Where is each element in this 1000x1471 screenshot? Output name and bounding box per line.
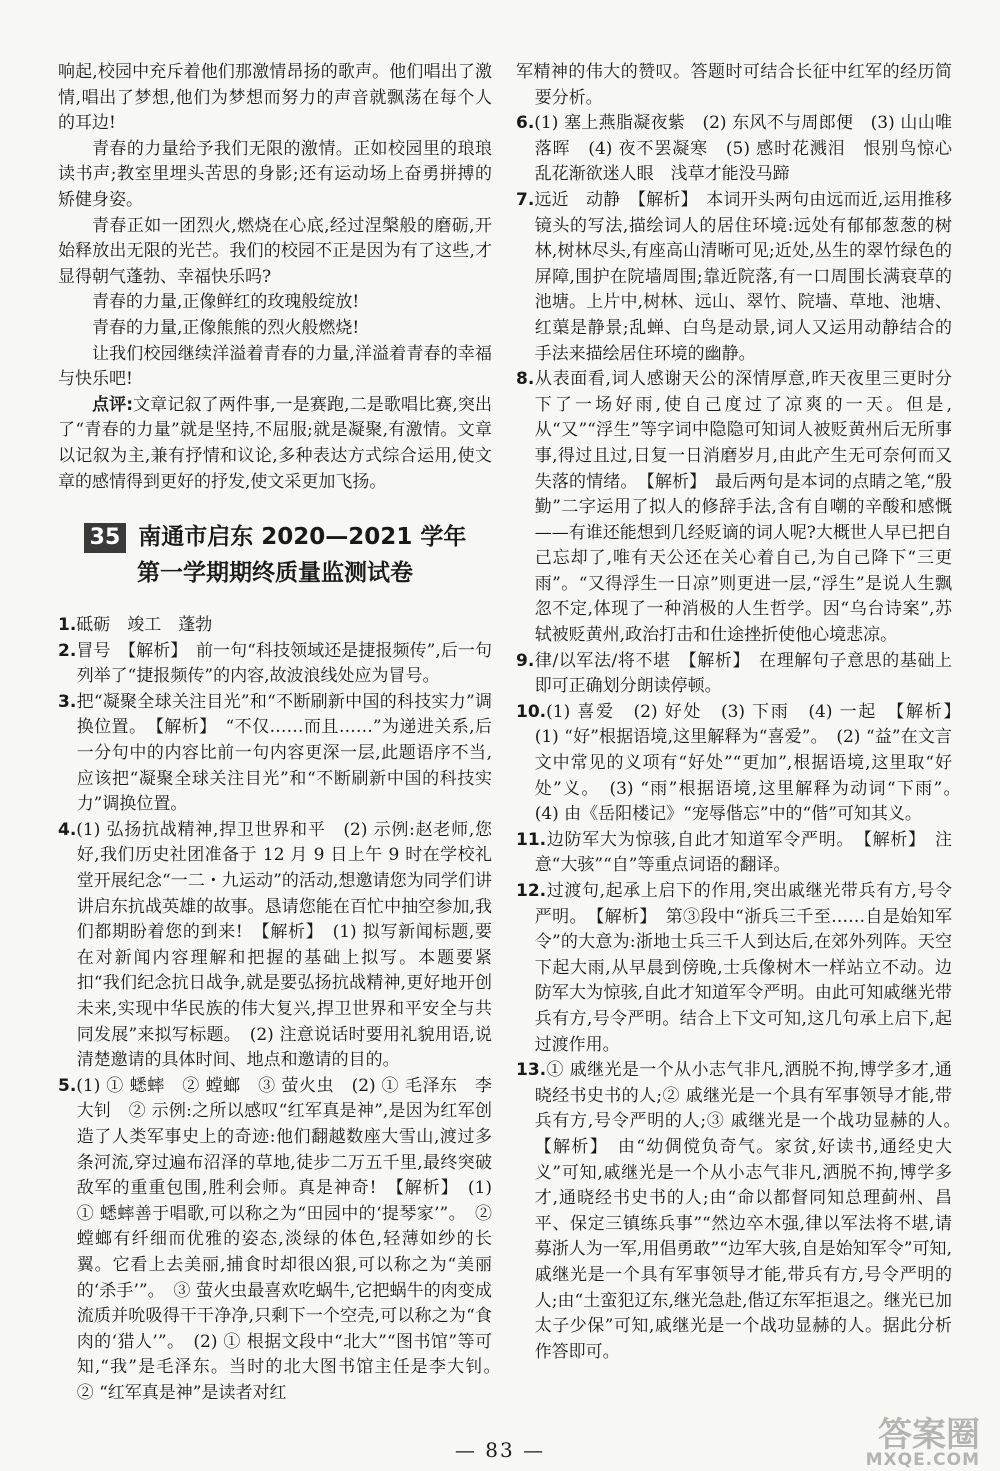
section-number: 35 — [84, 523, 127, 553]
answer-item: 7.远近 动静 【解析】 本词开头两句由远而近,运用推移镜头的写法,描绘词人的居住环境:远处有郁郁葱葱的树林,树林尽头,有座高山清晰可见;近处,丛生的翠竹绿色的屏障,围护在院墙周围;靠近院落,有一口周围长满衰草的池塘。上片中,树林、远山、翠竹、院墙、草地、池塘、红蕖是静景;乱蝉、白鸟是动景,词人又运用动静结合的手法来描绘居住环境的幽静。 — [516, 189, 952, 364]
comment-text: 文章记叙了两件事,一是赛跑,二是歌唱比赛,突出了“青春的力量”就是坚持,不屈服;就是凝聚,有激情。文章以记叙为主,兼有抒情和议论,多种表达方式综合运用,使文章的感情得到更好的抒发,使文采更加飞扬。 — [58, 394, 492, 492]
section-title-line2: 第一学期期终质量监测试卷 — [137, 560, 413, 587]
essay-paragraph: 响起,校园中充斥着他们那激情昂扬的歌声。他们唱出了激情,唱出了梦想,他们为梦想而努力的声音就飘荡在每个人的耳边! — [58, 62, 492, 134]
section-heading — [58, 519, 492, 591]
answer-item: 6.(1) 塞上燕脂凝夜紫 (2) 东风不与周郎便 (3) 山山唯落晖 (4) 夜不罢凝寒 (5) 感时花溅泪 恨别鸟惊心 乱花渐欲迷人眼 浅草才能没马蹄 — [516, 113, 969, 185]
page-number: — 83 — — [454, 1438, 546, 1462]
essay-paragraph: 青春的力量,正像熊熊的烈火般燃烧! — [92, 317, 360, 338]
site-watermark-logo — [865, 1415, 980, 1470]
answer-item: 10.(1) 喜爱 (2) 好处 (3) 下雨 (4) 一起 【解析】 (1) “好”根据语境,这里解释为“喜爱”。 (2) “益”在文言文中常见的义项有“好处”“更加”,根据语境,这里取“好处”义。 (3) “雨”根据语境,这里解释为动词“下雨”。 (4) 由《岳阳楼记》“宠辱偕忘”中的“偕”可知其义。 — [516, 701, 969, 825]
answer-item: 9.律/以军法/将不堪 【解析】 在理解句子意思的基础上即可正确划分朗读停顿。 — [516, 650, 952, 697]
section-title-line1: 南通市启东 2020—2021 学年 — [138, 524, 467, 551]
answer-item: 4.(1) 弘扬抗战精神,捍卫世界和平 (2) 示例:赵老师,您好,我们历史社团准备于 12 月 9 日上午 9 时在学校礼堂开展纪念“一二・九运动”的活动,想邀请您为同学们讲讲启东抗战英雄的故事。恳请您能在百忙中抽空参加,我们都期盼着您的到来! 【解析】 (1) 拟写新闻标题,要在对新闻内容理解和把握的基础上拟写。本题要紧扣“我们纪念抗日战争,就是要弘扬抗战精神,更好地开创未来,实现中华民族的伟大复兴,捍卫世界和平安全与共同发展”来拟写标题。 (2) 注意说话时要用礼貌用语,说清楚邀请的具体时间、地点和邀请的目的。 — [58, 819, 492, 1071]
answer-item: 13.① 戚继光是一个从小志气非凡,洒脱不拘,博学多才,通晓经书史书的人;② 戚继光是一个具有军事领导才能,带兵有方,号令严明的人;③ 戚继光是一个战功显赫的人。 【解析】 由“幼倜傥负奇气。家贫,好读书,通经史大义”可知,戚继光是一个从小志气非凡,洒脱不拘,博学多才,通晓经书史书的人;由“命以都督同知总理蓟州、昌平、保定三镇练兵事”“然边卒木强,律以军法将不堪,请募浙人为一军,用倡勇敢”“边军大骇,自是始知军令”可知,戚继光是一个具有军事领导才能,带兵有方,号令严明的人;由“土蛮犯辽东,继光急赴,偕辽东军拒退之。继光已加太子少保”可知,戚继光是一个战功显赫的人。据此分析作答即可。 — [516, 1060, 969, 1362]
essay-paragraph: 青春的力量给予我们无限的激情。正如校园里的琅琅读书声;教室里埋头苦思的身影;还有运动场上奋勇拼搏的矫健身姿。 — [58, 138, 492, 210]
answer-item: 1.砥砺 竣工 蓬勃 — [58, 615, 213, 636]
watermark-line2: MXQE.COM — [865, 1450, 980, 1470]
essay-paragraph: 让我们校园继续洋溢着青春的力量,洋溢着青春的幸福与快乐吧! — [58, 343, 492, 390]
essay-paragraph: 青春正如一团烈火,燃烧在心底,经过涅槃般的磨砺,开始释放出无限的光芒。我们的校园不正是因为有了这些,才显得朝气蓬勃、幸福快乐吗? — [58, 215, 492, 287]
answer-item: 2.冒号 【解析】 前一句“科技领域还是捷报频传”,后一句列举了“捷报频传”的内容,故波浪线处应为冒号。 — [58, 640, 492, 687]
essay-comment — [58, 393, 492, 495]
answer-item: 8.从表面看,词人感谢天公的深情厚意,昨天夜里三更时分下了一场好雨,使自己度过了凉爽的一天。但是,从“又”“浮生”等字词中隐隐可知词人被贬黄州后无所事事,得过且过,日复一日消磨岁月,由此产生无可奈何而又失落的情绪。 【解析】 最后两句是本词的点睛之笔,“殷勤”二字运用了拟人的修辞手法,含有自嘲的辛酸和感慨——有谁还能想到几经贬谪的词人呢?大概世人早已把自己忘却了,唯有天公还在关心着自己,为自己降下“三更雨”。“又得浮生一日凉”则更进一层,“浮生”是说人生飘忽不定,体现了一种消极的人生哲学。因“乌台诗案”,苏轼被贬黄州,政治打击和仕途挫折使他心境悲凉。 — [516, 369, 952, 646]
watermark-line1: 答案圈 — [878, 1415, 980, 1455]
essay-paragraph: 青春的力量,正像鲜红的玫瑰般绽放! — [92, 292, 360, 313]
right-column — [516, 60, 969, 1365]
answer-item: 5.(1) ① 蟋蟀 ② 螳螂 ③ 萤火虫 (2) ① 毛泽东 李大钊 ② 示例:之所以感叹“红军真是神”,是因为红军创造了人类军事史上的奇迹:他们翻越数座大雪山,渡过多条河流,穿过遍布沼泽的草地,徒步二万五千里,最终突破敌军的重重包围,胜利会师。真是神奇! 【解析】 (1) ① 蟋蟀善于唱歌,可以称之为“田园中的‘提琴家’”。 ② 螳螂有纤细而优雅的姿态,淡绿的体色,轻薄如纱的长翼。它看上去美丽,捕食时却很凶狠,可以称之为“美丽的‘杀手’”。 ③ 萤火虫最喜欢吃蜗牛,它把蜗牛的肉变成流质并吮吸得干干净净,只剩下一个空壳,可以称之为“食肉的‘猎人’”。 (2) ① 根据文段中“北大”“图书馆”等可知,“我”是毛泽东。当时的北大图书馆主任是李大钊。 ② “红军真是神”是读者对红 — [58, 1075, 509, 1403]
answer-item: 11.边防军大为惊骇,自此才知道军令严明。 【解析】 注意“大骇”“自”等重点词语的翻译。 — [516, 829, 952, 876]
left-column — [58, 60, 509, 1407]
comment-label: 点评: — [92, 394, 134, 415]
answer-item: 12.过渡句,起承上启下的作用,突出戚继光带兵有方,号令严明。 【解析】 第③段中“浙兵三千至……自是始知军令”的大意为:浙地士兵三千人到达后,在郊外列阵。天空下起大雨,从早晨到傍晚,士兵像树木一样站立不动。边防军大为惊骇,自此才知道军令严明。由此可知戚继光带兵有方,号令严明。结合上下文可知,这几句承上启下,起过渡作用。 — [516, 881, 952, 1055]
answer-continuation: 军精神的伟大的赞叹。答题时可结合长征中红军的经历简要分析。 — [516, 62, 952, 108]
answer-item: 3.把“凝聚全球关注目光”和“不断刷新中国的科技实力”调换位置。 【解析】 “不仅……而且……”为递进关系,后一分句中的内容比前一句内容更深一层,此题语序不当,应该把“凝聚全球关注目光”和“不断刷新中国的科技实力”调换位置。 — [58, 691, 492, 815]
